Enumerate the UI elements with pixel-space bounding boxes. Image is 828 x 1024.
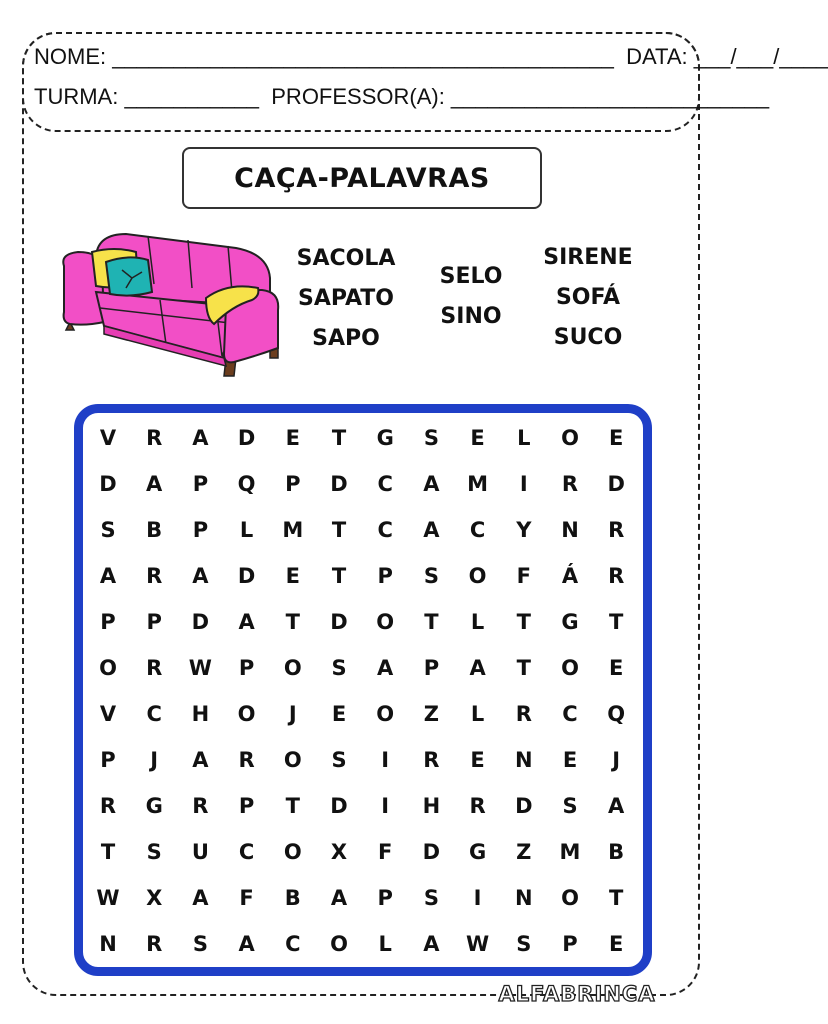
grid-cell[interactable]: A <box>192 886 209 910</box>
grid-cell[interactable]: T <box>331 564 347 588</box>
word-suco: SUCO <box>553 325 623 350</box>
grid-cell[interactable]: E <box>470 426 485 450</box>
grid-cell[interactable]: R <box>192 794 209 818</box>
grid-cell[interactable]: M <box>282 518 304 542</box>
grid-cell[interactable]: C <box>377 472 393 496</box>
grid-cell[interactable]: I <box>381 748 390 772</box>
grid-cell[interactable]: P <box>238 656 255 680</box>
grid-cell[interactable]: R <box>561 472 579 496</box>
grid-cell[interactable]: U <box>191 840 209 864</box>
grid-cell[interactable]: A <box>99 564 117 588</box>
grid-cell[interactable]: P <box>377 564 393 588</box>
grid-cell[interactable]: O <box>561 886 579 910</box>
grid-cell[interactable]: A <box>423 472 440 496</box>
grid-cell[interactable]: O <box>283 840 302 864</box>
grid-cell[interactable]: A <box>608 794 625 818</box>
grid-cell[interactable]: Á <box>561 564 579 588</box>
grid-cell[interactable]: T <box>424 610 439 634</box>
grid-cell[interactable]: P <box>423 656 440 680</box>
grid-cell[interactable]: B <box>146 518 163 542</box>
grid-cell[interactable]: R <box>608 518 625 542</box>
grid-cell[interactable]: O <box>330 932 348 956</box>
grid-cell[interactable]: R <box>146 656 163 680</box>
grid-cell[interactable]: W <box>96 886 120 910</box>
grid-cell[interactable]: R <box>515 702 532 726</box>
grid-cell[interactable]: S <box>423 564 439 588</box>
grid-cell[interactable]: S <box>146 840 162 864</box>
grid-cell[interactable]: N <box>99 932 117 956</box>
grid-cell[interactable]: E <box>470 748 485 772</box>
page-title: CAÇA-PALAVRAS <box>182 147 542 209</box>
grid-cell[interactable]: O <box>283 656 302 680</box>
grid-cell[interactable]: A <box>469 656 486 680</box>
grid-cell[interactable]: R <box>146 932 163 956</box>
grid-cell[interactable]: T <box>516 610 531 634</box>
grid-cell[interactable]: J <box>612 748 621 772</box>
grid-cell[interactable]: L <box>239 518 254 542</box>
grid-cell[interactable]: A <box>423 932 440 956</box>
grid-cell[interactable]: A <box>238 610 255 634</box>
grid-cell[interactable]: C <box>562 702 578 726</box>
grid-cell[interactable]: I <box>473 886 482 910</box>
grid-cell[interactable]: A <box>192 564 209 588</box>
grid-cell[interactable]: T <box>516 656 531 680</box>
grid-cell[interactable]: V <box>99 426 117 450</box>
grid-cell[interactable]: Z <box>423 702 439 726</box>
grid-cell[interactable]: N <box>561 518 579 542</box>
grid-cell[interactable]: W <box>466 932 490 956</box>
grid-cell[interactable]: P <box>100 610 116 634</box>
grid-cell[interactable]: O <box>99 656 117 680</box>
grid-cell[interactable]: J <box>288 702 297 726</box>
grid-cell[interactable]: O <box>283 748 302 772</box>
grid-cell[interactable]: P <box>285 472 301 496</box>
grid-cell[interactable]: R <box>99 794 117 818</box>
grid-cell[interactable]: P <box>192 518 209 542</box>
grid-cell[interactable]: A <box>192 748 209 772</box>
grid-cell[interactable]: Q <box>237 472 256 496</box>
grid-cell[interactable]: R <box>469 794 486 818</box>
grid-cell[interactable]: L <box>470 702 485 726</box>
grid-cell[interactable]: G <box>468 840 487 864</box>
grid-cell[interactable]: E <box>609 426 624 450</box>
grid-cell[interactable]: S <box>516 932 532 956</box>
grid-cell[interactable]: D <box>330 610 348 634</box>
grid-cell[interactable]: A <box>377 656 394 680</box>
grid-cell[interactable]: T <box>331 518 347 542</box>
grid-cell[interactable]: H <box>191 702 210 726</box>
grid-cell[interactable]: S <box>331 748 347 772</box>
grid-cell[interactable]: V <box>99 702 117 726</box>
word-sapo: SAPO <box>312 326 380 351</box>
grid-cell[interactable]: L <box>378 932 392 956</box>
grid-cell[interactable]: C <box>238 840 255 864</box>
class-teacher-line[interactable]: TURMA: ___________ PROFESSOR(A): __________________________ <box>34 84 770 109</box>
grid-cell[interactable]: D <box>607 472 625 496</box>
grid-cell[interactable]: M <box>559 840 581 864</box>
grid-cell[interactable]: F <box>378 840 393 864</box>
grid-cell[interactable]: O <box>237 702 256 726</box>
grid-cell[interactable]: Z <box>516 840 532 864</box>
sofa-icon <box>56 226 286 386</box>
grid-cell[interactable]: T <box>609 610 624 634</box>
word-sofa: SOFÁ <box>555 285 621 310</box>
grid-cell[interactable]: P <box>192 472 209 496</box>
grid-cell[interactable]: S <box>423 886 439 910</box>
grid-cell[interactable]: E <box>285 426 300 450</box>
grid-cell[interactable]: S <box>423 426 439 450</box>
grid-cell[interactable]: F <box>239 886 254 910</box>
grid-cell[interactable]: G <box>561 610 579 634</box>
grid-cell[interactable]: T <box>285 794 300 818</box>
grid-cell[interactable]: O <box>376 610 395 634</box>
word-sapato: SAPATO <box>297 286 394 311</box>
grid-cell[interactable]: S <box>331 656 347 680</box>
grid-cell[interactable]: M <box>467 472 489 496</box>
grid-cell[interactable]: D <box>330 472 348 496</box>
grid-cell[interactable]: G <box>376 426 394 450</box>
grid-cell[interactable]: T <box>331 426 347 450</box>
word-sino: SINO <box>440 304 502 329</box>
grid-cell[interactable]: A <box>192 426 209 450</box>
grid-cell[interactable]: X <box>330 840 348 864</box>
grid-cell[interactable]: D <box>515 794 533 818</box>
grid-cell[interactable]: S <box>100 518 116 542</box>
grid-cell[interactable]: N <box>515 886 533 910</box>
grid-cell[interactable]: D <box>99 472 117 496</box>
grid-cell[interactable]: Q <box>607 702 626 726</box>
grid-cell[interactable]: O <box>376 702 395 726</box>
grid-cell[interactable]: G <box>145 794 163 818</box>
grid-cell[interactable]: O <box>561 426 579 450</box>
grid-cell[interactable]: I <box>381 794 390 818</box>
grid-cell[interactable]: E <box>331 702 347 726</box>
grid-cell[interactable]: S <box>562 794 578 818</box>
grid-cell[interactable]: W <box>188 656 212 680</box>
grid-cell[interactable]: E <box>562 748 578 772</box>
grid-cell[interactable]: R <box>238 748 255 772</box>
grid-cell[interactable]: S <box>192 932 208 956</box>
grid-cell[interactable]: T <box>609 886 624 910</box>
grid-cell[interactable]: R <box>146 426 163 450</box>
grid-cell[interactable]: A <box>330 886 348 910</box>
grid-cell[interactable]: F <box>516 564 531 588</box>
grid-cell[interactable]: C <box>285 932 301 956</box>
grid-cell[interactable]: C <box>377 518 393 542</box>
grid-cell[interactable]: E <box>285 564 300 588</box>
grid-cell[interactable]: D <box>237 426 256 450</box>
grid-cell[interactable]: L <box>470 610 485 634</box>
grid-cell[interactable]: R <box>608 564 625 588</box>
grid-cell[interactable]: H <box>422 794 441 818</box>
grid-cell[interactable]: D <box>237 564 256 588</box>
grid-cell[interactable]: X <box>146 886 163 910</box>
grid-cell[interactable]: A <box>238 932 255 956</box>
grid-cell[interactable]: R <box>146 564 163 588</box>
grid-cell[interactable]: L <box>517 426 531 450</box>
grid-cell[interactable]: A <box>423 518 440 542</box>
grid-cell[interactable]: J <box>150 748 159 772</box>
grid-cell[interactable]: N <box>515 748 533 772</box>
grid-cell[interactable]: E <box>609 656 624 680</box>
name-date-line[interactable]: NOME: _________________________________________ DATA: ___/___/____ <box>34 44 828 69</box>
grid-cell[interactable]: O <box>468 564 487 588</box>
grid-cell[interactable]: C <box>146 702 162 726</box>
grid-cell[interactable]: T <box>100 840 116 864</box>
grid-cell[interactable]: P <box>562 932 578 956</box>
grid-cell[interactable]: B <box>284 886 301 910</box>
grid-cell[interactable]: C <box>469 518 486 542</box>
grid-cell[interactable]: P <box>146 610 162 634</box>
grid-cell[interactable]: P <box>100 748 116 772</box>
grid-cell[interactable]: R <box>423 748 440 772</box>
grid-cell[interactable]: O <box>561 656 579 680</box>
grid-cell[interactable]: D <box>422 840 441 864</box>
word-selo: SELO <box>439 264 503 289</box>
grid-cell[interactable]: P <box>238 794 255 818</box>
grid-cell[interactable]: B <box>608 840 625 864</box>
word-sacola: SACOLA <box>296 246 396 271</box>
grid-cell[interactable]: A <box>146 472 163 496</box>
grid-cell[interactable]: D <box>191 610 210 634</box>
grid-cell[interactable]: T <box>285 610 300 634</box>
grid-cell[interactable]: E <box>609 932 624 956</box>
grid-cell[interactable]: P <box>377 886 393 910</box>
grid-cell[interactable]: D <box>330 794 348 818</box>
brand-logo: ALFABRINCA <box>498 982 656 1006</box>
grid-cell[interactable]: Y <box>516 518 532 542</box>
grid-cell[interactable]: I <box>519 472 528 496</box>
word-sirene: SIRENE <box>543 245 633 270</box>
